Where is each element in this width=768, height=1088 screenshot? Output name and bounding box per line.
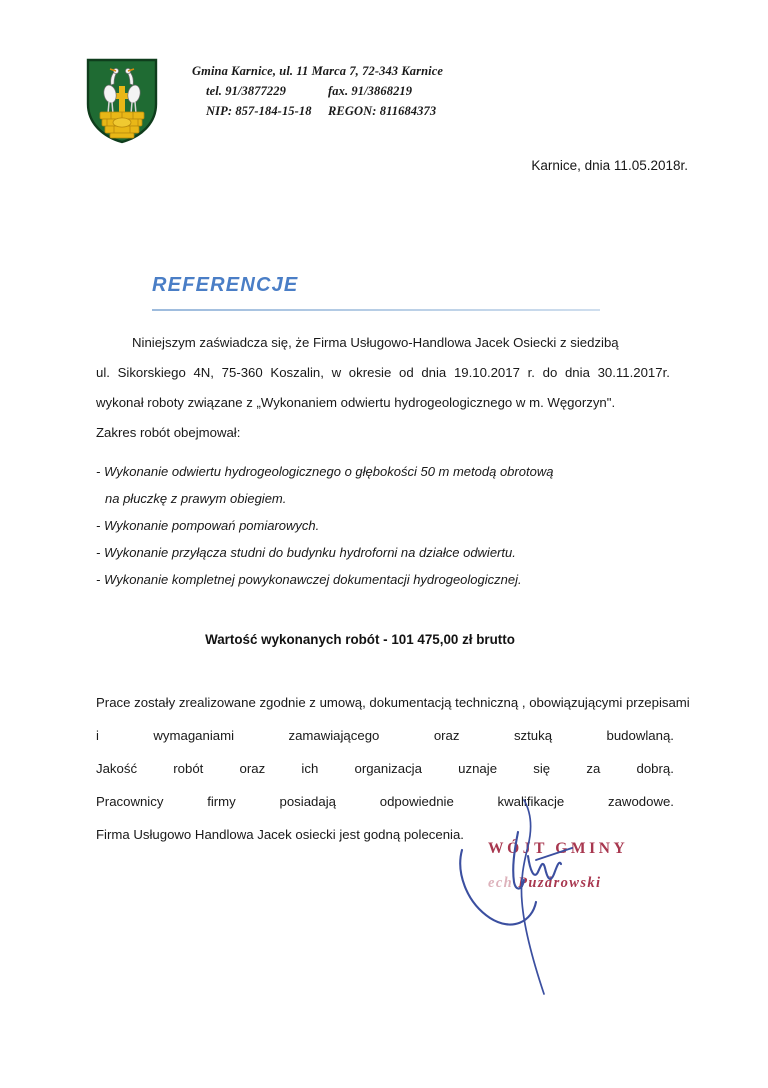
closing-line-3-word-4: ich bbox=[301, 761, 319, 776]
scope-item: - Wykonanie pompowań pomiarowych. bbox=[96, 518, 320, 533]
closing-line-1: Prace zostały zrealizowane zgodnie z umową, dokumentacją techniczną , obowiązującymi przepisami bbox=[96, 695, 690, 710]
letterhead-tel: tel. 91/3877229 bbox=[206, 84, 286, 98]
closing-line-2-word-3: zamawiającego bbox=[288, 728, 380, 743]
closing-line-4-word-5: kwalifikacje bbox=[497, 794, 565, 809]
signature-area bbox=[440, 798, 690, 1008]
scope-item-continuation: na płuczkę z prawym obiegiem. bbox=[105, 491, 287, 506]
letterhead-text bbox=[192, 58, 443, 124]
stamp-name-faded: ech bbox=[488, 875, 514, 891]
intro-line-2-word-11: r. bbox=[527, 365, 535, 380]
letterhead-regon: REGON: 811684373 bbox=[328, 104, 437, 118]
intro-line-2-word-8: od bbox=[398, 365, 414, 380]
closing-line-5: Firma Usługowo Handlowa Jacek osiecki jest godną polecenia. bbox=[96, 827, 464, 842]
closing-line-3-word-3: oraz bbox=[239, 761, 266, 776]
intro-line-2-word-5: Koszalin, bbox=[270, 365, 324, 380]
closing-line-3-word-6: uznaje bbox=[458, 761, 498, 776]
closing-line-3-word-8: za bbox=[586, 761, 601, 776]
intro-line-4: Zakres robót obejmował: bbox=[96, 425, 241, 440]
closing-line-2 bbox=[96, 719, 674, 752]
closing-line-3-word-1: Jakość bbox=[96, 761, 138, 776]
intro-line-2-word-1: ul. bbox=[96, 365, 110, 380]
intro-line-2-word-7: okresie bbox=[348, 365, 392, 380]
page-title: REFERENCJE bbox=[152, 274, 299, 296]
letterhead-fax: fax. 91/3868219 bbox=[328, 84, 413, 98]
stamp-name-main: Puzdrowski bbox=[518, 875, 602, 891]
title-block bbox=[152, 274, 600, 311]
intro-line-2-word-4: 75-360 bbox=[221, 365, 263, 380]
scope-item: - Wykonanie odwiertu hydrogeologicznego o głębokości 50 m metodą obrotową bbox=[96, 464, 554, 479]
intro-line-2-word-3: 4N, bbox=[193, 365, 214, 380]
closing-line-4-word-3: posiadają bbox=[279, 794, 336, 809]
closing-line-4-word-4: odpowiednie bbox=[379, 794, 454, 809]
scope-item: - Wykonanie przyłącza studni do budynku hydroforni na działce odwiertu. bbox=[96, 545, 516, 560]
intro-line-2-word-2: Sikorskiego bbox=[117, 365, 186, 380]
karnice-coat-of-arms-icon bbox=[86, 58, 158, 144]
closing-line-3-word-9: dobrą. bbox=[636, 761, 674, 776]
intro-paragraph bbox=[96, 328, 670, 448]
letterhead-nip: NIP: 857-184-15-18 bbox=[206, 104, 312, 118]
letterhead-phone-row bbox=[192, 84, 443, 99]
intro-line-2-word-13: dnia bbox=[564, 365, 590, 380]
date-line: Karnice, dnia 11.05.2018r. bbox=[531, 158, 688, 173]
closing-line-3-word-7: się bbox=[533, 761, 551, 776]
closing-line-4-word-1: Pracownicy bbox=[96, 794, 164, 809]
title-divider bbox=[152, 309, 600, 311]
stamp-name bbox=[488, 875, 601, 892]
closing-line-3-word-5: organizacja bbox=[354, 761, 422, 776]
official-stamp bbox=[440, 798, 690, 908]
intro-line-1: Niniejszym zaświadcza się, że Firma Usługowo-Handlowa Jacek Osiecki z siedzibą bbox=[132, 335, 619, 350]
intro-line-3: wykonał roboty związane z „Wykonaniem odwiertu hydrogeologicznego w m. Węgorzyn". bbox=[96, 395, 616, 410]
scope-list bbox=[96, 458, 676, 593]
closing-line-2-word-5: sztuką bbox=[513, 728, 553, 743]
closing-line-4-word-2: firmy bbox=[207, 794, 236, 809]
closing-line-2-word-2: wymaganiami bbox=[153, 728, 235, 743]
intro-line-2-word-6: w bbox=[331, 365, 342, 380]
intro-line-2-word-9: dnia bbox=[421, 365, 447, 380]
closing-line-3-word-2: robót bbox=[173, 761, 204, 776]
intro-line-2-word-12: do bbox=[542, 365, 558, 380]
closing-line-2-word-4: oraz bbox=[433, 728, 460, 743]
intro-line-2-word-14: 30.11.2017r. bbox=[597, 365, 670, 380]
intro-line-2 bbox=[96, 358, 670, 388]
closing-line-2-word-6: budowlaną. bbox=[606, 728, 674, 743]
closing-line-4-word-6: zawodowe. bbox=[608, 794, 674, 809]
letterhead-id-row bbox=[192, 104, 443, 119]
letterhead-address: Gmina Karnice, ul. 11 Marca 7, 72-343 Karnice bbox=[192, 64, 444, 78]
stamp-title: WÓJT GMINY bbox=[488, 840, 629, 857]
closing-line-3 bbox=[96, 752, 674, 785]
letterhead bbox=[86, 58, 686, 144]
intro-line-2-word-10: 19.10.2017 bbox=[453, 365, 520, 380]
closing-line-2-word-1: i bbox=[96, 728, 99, 743]
scope-item: - Wykonanie kompletnej powykonawczej dokumentacji hydrogeologicznej. bbox=[96, 572, 522, 587]
contract-value: Wartość wykonanych robót - 101 475,00 zł brutto bbox=[205, 632, 515, 647]
